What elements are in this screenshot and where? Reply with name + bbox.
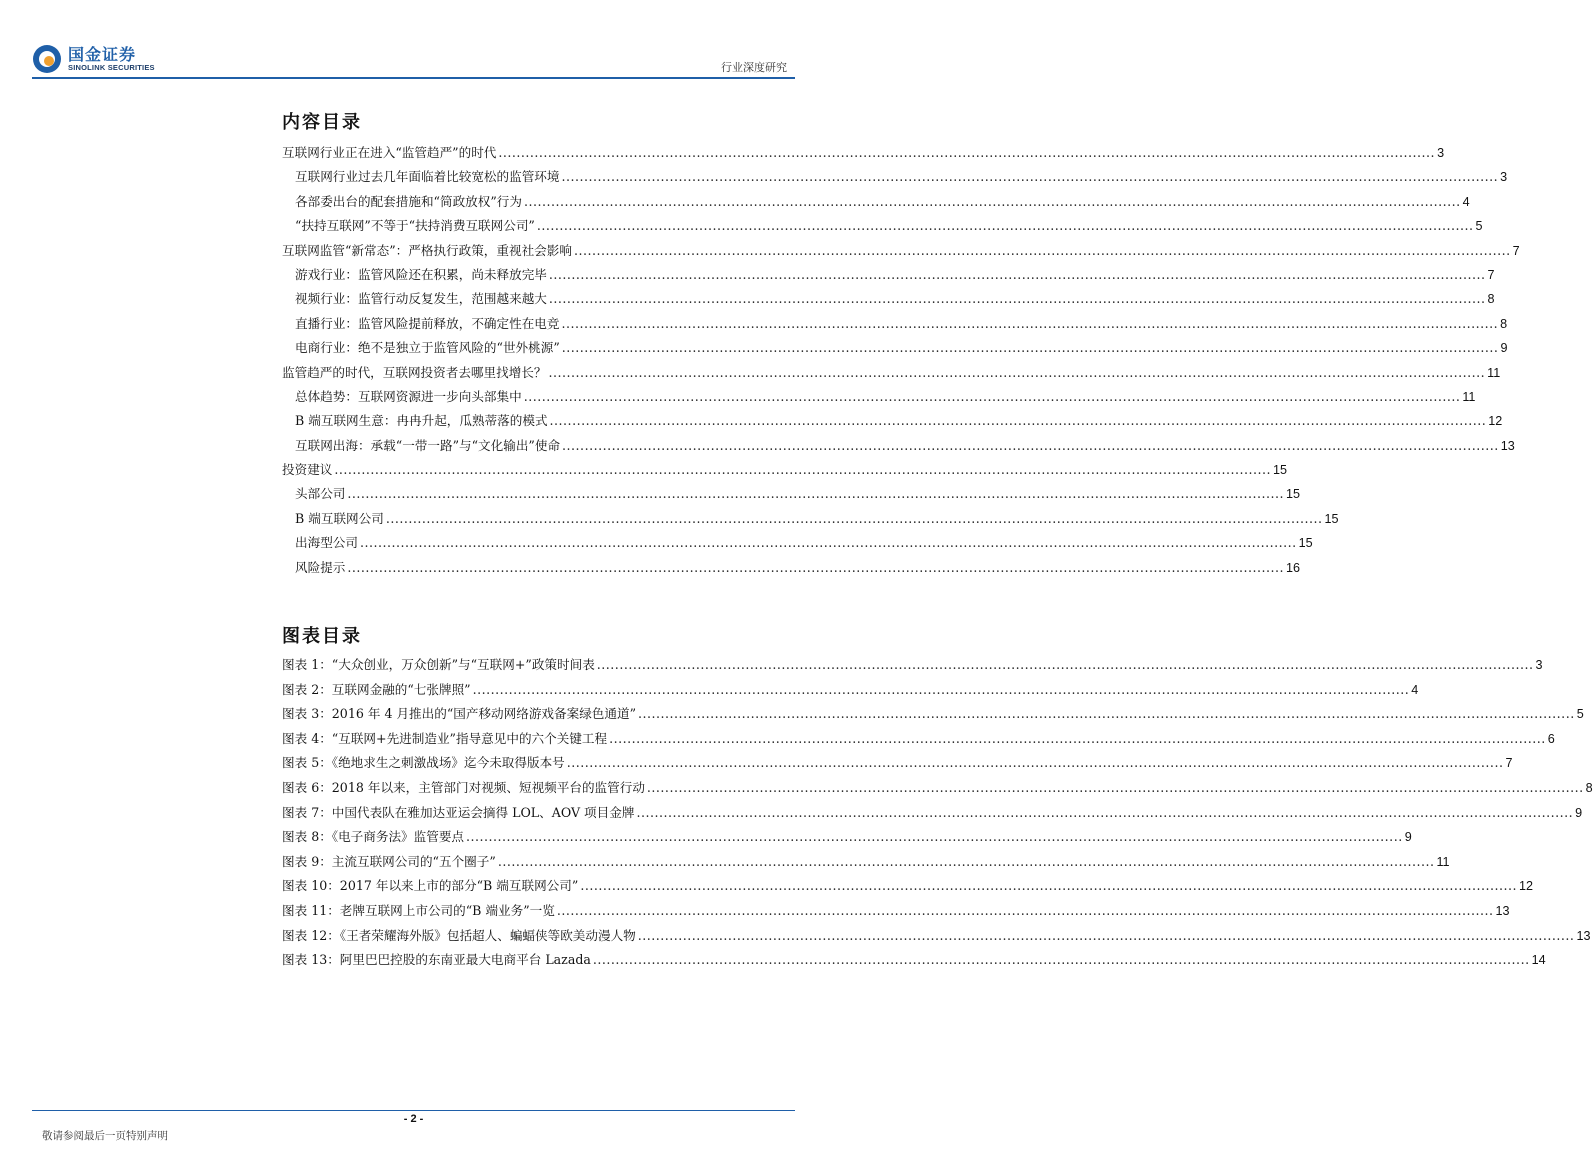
toc-entry[interactable] [282, 288, 1495, 312]
toc-entry[interactable] [282, 508, 1339, 532]
toc-entry-page: 9 [1500, 341, 1508, 356]
toc-entry-page: 8 [1487, 292, 1495, 307]
toc-list [282, 142, 1520, 581]
figure-entry-title: 图表 3：2016 年 4 月推出的“国产移动网络游戏备案绿色通道” [282, 706, 637, 722]
figure-entry-title: 图表 13：阿里巴巴控股的东南亚最大电商平台 Lazada [282, 952, 591, 968]
toc-entry-title: 电商行业：绝不是独立于监管风险的“世外桃源” [295, 340, 560, 356]
toc-entry-page: 15 [1324, 511, 1339, 526]
toc-entry-page: 5 [1475, 219, 1483, 234]
figure-entry[interactable] [282, 826, 1412, 851]
toc-entry-page: 15 [1298, 536, 1313, 551]
dot-leader [524, 194, 1461, 209]
figure-entry-page: 14 [1531, 953, 1546, 968]
toc-entry-page: 7 [1487, 267, 1495, 282]
toc-entry-title: 游戏行业：监管风险还在积累，尚未释放完毕 [295, 266, 547, 282]
toc-entry-title: 风险提示 [295, 559, 346, 575]
page-number: - 2 - [403, 1113, 424, 1125]
dot-leader [347, 486, 1284, 501]
toc-entry[interactable] [282, 166, 1508, 190]
dot-leader [550, 413, 1487, 428]
figure-entry[interactable] [282, 752, 1513, 777]
figure-entry[interactable] [282, 679, 1419, 704]
toc-entry[interactable] [282, 386, 1476, 410]
figure-entry[interactable] [282, 654, 1543, 679]
toc-entry-page: 3 [1500, 170, 1508, 185]
dot-leader [524, 389, 1461, 404]
toc-entry-page: 3 [1437, 146, 1445, 160]
dot-leader [593, 952, 1530, 967]
figure-entry-title: 图表 4：“互联网+先进制造业”指导意见中的六个关键工程 [282, 730, 608, 746]
dot-leader [638, 706, 1575, 721]
toc-entry-title: 互联网出海：承载“一带一路”与“文化输出”使命 [295, 437, 561, 453]
toc-entry-title: B 端互联网公司 [295, 510, 384, 526]
toc-entry[interactable] [282, 313, 1508, 337]
toc-entry-title: 各部委出台的配套措施和“简政放权”行为 [295, 193, 522, 209]
dot-leader [580, 878, 1517, 893]
figure-entry-page: 12 [1518, 879, 1533, 894]
logo-english-name: SINOLINK SECURITIES [68, 63, 155, 72]
figure-entry-page: 13 [1576, 928, 1591, 943]
figure-entry-page: 4 [1411, 682, 1419, 697]
toc-entry[interactable] [282, 557, 1301, 581]
logo-mark-icon [32, 44, 62, 74]
toc-entry-page: 11 [1462, 389, 1476, 404]
toc-entry-page: 11 [1487, 365, 1501, 380]
dot-leader [537, 218, 1474, 233]
logo-chinese-name: 国金证券 [68, 45, 137, 64]
toc-entry-page: 16 [1286, 560, 1301, 575]
toc-entry-page: 7 [1512, 243, 1520, 258]
figure-entry-title: 图表 10：2017 年以来上市的部分“B 端互联网公司” [282, 878, 579, 894]
toc-entry[interactable] [282, 459, 1288, 483]
figure-entry[interactable] [282, 728, 1555, 753]
toc-entry[interactable] [282, 337, 1508, 361]
toc-entry-page: 12 [1488, 414, 1503, 429]
dot-leader [636, 805, 1573, 820]
toc-entry[interactable] [282, 264, 1495, 288]
toc-entry[interactable] [282, 142, 1445, 166]
toc-entry-title: 投资建议 [282, 462, 333, 478]
dot-leader [549, 291, 1486, 306]
figure-entry-page: 3 [1535, 658, 1543, 672]
dot-leader [597, 657, 1534, 672]
toc-entry-page: 13 [1500, 438, 1515, 453]
toc-entry-title: 总体趋势：互联网资源进一步向头部集中 [295, 388, 522, 404]
figure-entry-title: 图表 8：《电子商务法》监管要点 [282, 829, 465, 845]
dot-leader [561, 169, 1498, 184]
figure-entry-title: 图表 11：老牌互联网上市公司的“B 端业务”一览 [282, 902, 555, 918]
toc-entry-title: 头部公司 [295, 486, 346, 502]
toc-entry-title: 互联网行业正在进入“监管趋严”的时代 [282, 145, 497, 160]
dot-leader [549, 267, 1486, 282]
disclaimer-note: 敬请参阅最后一页特别声明 [42, 1130, 168, 1142]
figure-entry-title: 图表 7：中国代表队在雅加达亚运会摘得 LOL、AOV 项目金牌 [282, 804, 635, 820]
toc-entry[interactable] [282, 532, 1313, 556]
dot-leader [498, 145, 1435, 160]
company-logo [32, 44, 155, 74]
toc-entry[interactable] [282, 483, 1301, 507]
header-divider [32, 77, 795, 79]
toc-entry-title: B 端互联网生意：冉冉升起，瓜熟蒂落的模式 [295, 413, 548, 429]
toc-entry[interactable] [282, 191, 1470, 215]
figure-entry-title: 图表 9：主流互联网公司的“五个圈子” [282, 853, 496, 869]
dot-leader [473, 682, 1410, 697]
dot-leader [638, 928, 1575, 943]
toc-entry-title: 直播行业：监管风险提前释放，不确定性在电竞 [295, 315, 560, 331]
figure-entry-page: 13 [1495, 903, 1510, 918]
toc-entry[interactable] [282, 362, 1501, 386]
figure-entry-page: 11 [1436, 854, 1450, 869]
toc-entry-title: 互联网行业过去几年面临着比较宽松的监管环境 [295, 169, 560, 185]
dot-leader [386, 511, 1323, 526]
figure-entry-page: 9 [1404, 830, 1412, 845]
toc-entry-page: 15 [1286, 487, 1301, 502]
toc-entry-title: “扶持互联网”不等于“扶持消费互联网公司” [295, 218, 535, 234]
figure-entry-title: 图表 2：互联网金融的“七张牌照” [282, 681, 471, 697]
report-type: 行业深度研究 [721, 61, 787, 74]
dot-leader [647, 780, 1584, 795]
dot-leader [567, 755, 1504, 770]
figure-entry-page: 6 [1547, 731, 1555, 746]
toc-entry[interactable] [282, 240, 1520, 264]
toc-entry-title: 视频行业：监管行动反复发生，范围越来越大 [295, 291, 547, 307]
toc-title: 内容目录 [282, 112, 362, 133]
figure-entry-page: 5 [1576, 707, 1584, 722]
figure-entry-page: 7 [1505, 756, 1513, 771]
dot-leader [466, 829, 1403, 844]
toc-entry[interactable] [282, 410, 1503, 434]
figure-entry[interactable] [282, 875, 1533, 900]
figure-entry-page: 8 [1585, 780, 1593, 795]
figure-entry[interactable] [282, 925, 1591, 950]
dot-leader [334, 462, 1271, 477]
figure-entry[interactable] [282, 851, 1450, 876]
figure-entry-title: 图表 6：2018 年以来，主管部门对视频、短视频平台的监管行动 [282, 779, 645, 795]
toc-entry-page: 15 [1273, 463, 1288, 478]
figure-entry[interactable] [282, 703, 1584, 728]
dot-leader [498, 854, 1435, 869]
figure-entry-page: 9 [1575, 805, 1583, 820]
dot-leader [360, 535, 1297, 550]
figure-entry-title: 图表 5：《绝地求生之刺激战场》迄今未取得版本号 [282, 755, 565, 771]
dot-leader [562, 340, 1499, 355]
toc-entry-title: 出海型公司 [295, 535, 358, 551]
toc-entry[interactable] [282, 215, 1483, 239]
dot-leader [557, 903, 1494, 918]
figure-entry[interactable] [282, 900, 1510, 925]
dot-leader [347, 560, 1284, 575]
toc-entry-page: 8 [1500, 316, 1508, 331]
dot-leader [562, 438, 1499, 453]
figure-entry-title: 图表 1：“大众创业，万众创新”与“互联网+”政策时间表 [282, 657, 595, 672]
toc-entry-title: 监管趋严的时代，互联网投资者去哪里找增长？ [282, 364, 547, 380]
toc-entry[interactable] [282, 435, 1515, 459]
figure-entry[interactable] [282, 949, 1546, 974]
figure-list [282, 654, 1593, 974]
figure-entry-title: 图表 12：《王者荣耀海外版》包括超人、蝙蝠侠等欧美动漫人物 [282, 927, 636, 943]
toc-entry-title: 互联网监管“新常态”：严格执行政策，重视社会影响 [282, 242, 572, 258]
figure-entry[interactable] [282, 802, 1583, 827]
footer-divider [32, 1110, 795, 1111]
dot-leader [561, 316, 1498, 331]
dot-leader [574, 243, 1511, 258]
figure-list-title: 图表目录 [282, 626, 362, 647]
dot-leader [609, 731, 1546, 746]
figure-entry[interactable] [282, 777, 1593, 802]
dot-leader [548, 365, 1485, 380]
toc-entry-page: 4 [1462, 194, 1470, 209]
